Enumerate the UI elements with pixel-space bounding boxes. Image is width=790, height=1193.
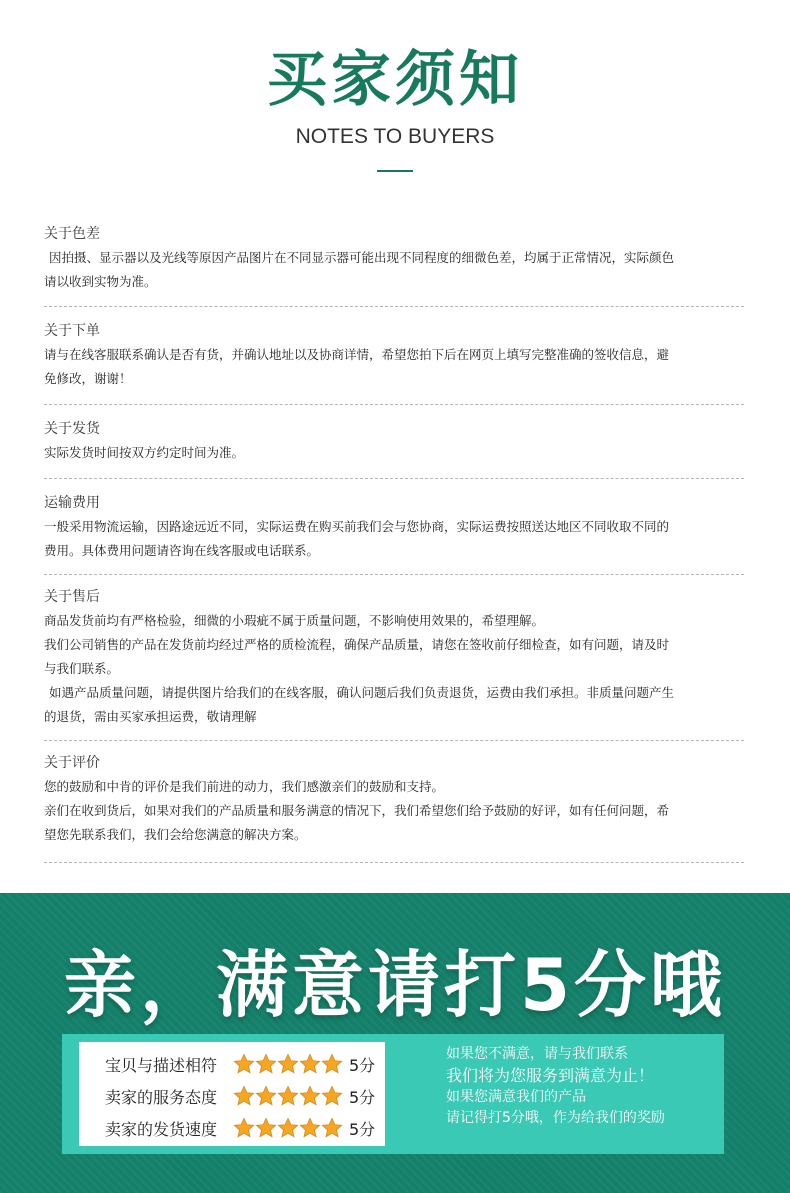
note-line: 如遇产品质量问题，请提供图片给我们的在线客服，确认问题后我们负责退货，运费由我们承担。非质量问题产生	[49, 685, 675, 700]
rating-label: 宝贝与描述相符	[105, 1055, 218, 1075]
note-line: 商品发货前均有严格检验，细微的小瑕疵不属于质量问题，不影响使用效果的，希望理解。	[44, 613, 545, 628]
star-icon	[321, 1085, 343, 1107]
note-heading: 运输费用	[44, 495, 100, 511]
star-icon	[233, 1053, 255, 1075]
note-line: 请以收到实物为准。	[44, 274, 157, 289]
promo-line: 请记得打5分哦，作为给我们的奖励	[446, 1110, 665, 1126]
star-icon	[321, 1117, 343, 1139]
star-icon	[277, 1117, 299, 1139]
star-icon	[321, 1053, 343, 1075]
note-line: 实际发货时间按双方约定时间为准。	[44, 445, 245, 460]
star-icon	[277, 1085, 299, 1107]
title-divider	[377, 170, 413, 172]
rating-row-service	[105, 1080, 395, 1112]
note-line: 因拍摄、显示器以及光线等原因产品图片在不同显示器可能出现不同程度的细微色差，均属于正常情况，实际颜色	[49, 250, 675, 265]
page-title: 买家须知	[267, 45, 523, 115]
promo-line: 我们将为您服务到满意为止！	[446, 1066, 655, 1085]
rating-score: 5分	[349, 1119, 376, 1139]
note-line: 的退货，需由买家承担运费，敬请理解	[44, 709, 257, 724]
note-color-difference	[44, 222, 744, 307]
star-icon	[299, 1053, 321, 1075]
banner-title: 亲，满意请打5分哦	[63, 943, 727, 1027]
rating-label: 卖家的服务态度	[105, 1087, 218, 1107]
star-icon	[233, 1117, 255, 1139]
rating-box	[79, 1042, 385, 1146]
note-heading: 关于色差	[44, 226, 100, 242]
notes-list	[44, 222, 744, 863]
note-line: 望您先联系我们，我们会给您满意的解决方案。	[44, 827, 307, 842]
star-icon	[255, 1053, 277, 1075]
note-after-sales	[44, 575, 744, 741]
rating-banner	[0, 893, 790, 1193]
star-icon	[277, 1053, 299, 1075]
note-line: 亲们在收到货后，如果对我们的产品质量和服务满意的情况下，我们希望您们给予鼓励的好评，如有任何问题，希	[44, 803, 670, 818]
star-icon	[255, 1117, 277, 1139]
header	[0, 0, 790, 200]
rating-label: 卖家的发货速度	[105, 1119, 218, 1139]
rating-score: 5分	[349, 1087, 376, 1107]
promo-line: 如果您满意我们的产品	[446, 1089, 586, 1105]
star-rating	[233, 1085, 347, 1107]
star-icon	[299, 1085, 321, 1107]
note-line: 与我们联系。	[44, 661, 120, 676]
note-heading: 关于评价	[44, 755, 100, 771]
note-ordering	[44, 307, 744, 405]
star-rating	[233, 1053, 347, 1075]
promo-line: 如果您不满意，请与我们联系	[446, 1046, 628, 1062]
rating-panel	[62, 1034, 724, 1154]
note-heading: 关于发货	[44, 421, 100, 437]
note-heading: 关于下单	[44, 323, 100, 339]
star-icon	[233, 1085, 255, 1107]
rating-row-delivery	[105, 1112, 395, 1144]
rating-score: 5分	[349, 1055, 376, 1075]
note-line: 费用。具体费用问题请咨询在线客服或电话联系。	[44, 543, 320, 558]
note-line: 一般采用物流运输，因路途远近不同，实际运费在购买前我们会与您协商，实际运费按照送达地区不同收取不同的	[44, 519, 670, 534]
note-line: 请与在线客服联系确认是否有货，并确认地址以及协商详情，希望您拍下后在网页上填写完整准确的签收信息，避	[44, 347, 670, 362]
note-reviews	[44, 741, 744, 863]
note-shipping	[44, 405, 744, 479]
star-icon	[255, 1085, 277, 1107]
note-line: 您的鼓励和中肯的评价是我们前进的动力，我们感激亲们的鼓励和支持。	[44, 779, 445, 794]
note-heading: 关于售后	[44, 589, 100, 605]
star-icon	[299, 1117, 321, 1139]
page-subtitle: NOTES TO BUYERS	[295, 125, 495, 148]
promo-text	[446, 1044, 716, 1129]
note-line: 我们公司销售的产品在发货前均经过严格的质检流程，确保产品质量，请您在签收前仔细检查，如有问题，请及时	[44, 637, 670, 652]
star-rating	[233, 1117, 347, 1139]
note-freight	[44, 479, 744, 575]
note-line: 免修改，谢谢！	[44, 371, 132, 386]
rating-row-description	[105, 1048, 395, 1080]
